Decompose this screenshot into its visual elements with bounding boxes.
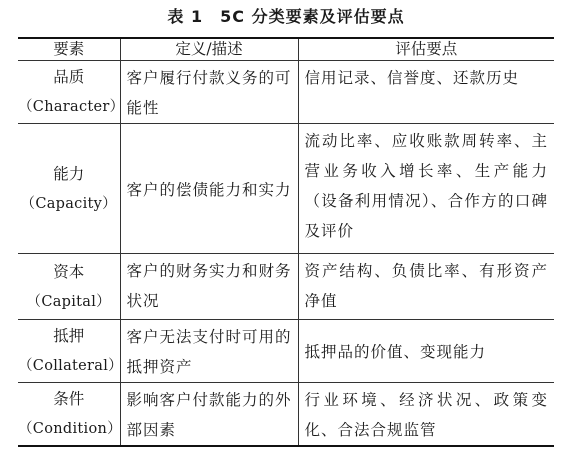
definition-cell: 客户履行付款义务的可能性 [120,61,298,124]
header-factor: 要素 [18,38,120,61]
factor-english-name: （Capital） [26,293,111,310]
evaluation-points-cell: 行业环境、经济状况、政策变化、合法合规监管 [298,383,554,447]
table-row [18,383,554,447]
table-title: 表 1 5C 分类要素及评估要点 [167,7,405,26]
factor-cell [18,383,120,447]
definition-cell: 客户的财务实力和财务状况 [120,254,298,320]
factor-cell [18,61,125,124]
factor-cell [18,254,120,320]
table-row [18,254,554,320]
header-evaluation-points: 评估要点 [298,38,554,61]
header-definition: 定义/描述 [120,38,298,61]
factor-name: 条件 [53,390,85,408]
factor-cell [18,124,120,254]
header-row [18,38,554,61]
table-row [18,124,554,254]
evaluation-points-cell: 抵押品的价值、变现能力 [298,320,554,383]
factor-english-name: （Capacity） [20,195,117,212]
evaluation-points-cell: 流动比率、应收账款周转率、主营业务收入增长率、生产能力（设备利用情况）、合作方的口碑及评价 [298,124,554,254]
evaluation-points-cell: 资产结构、负债比率、有形资产净值 [298,254,554,320]
definition-cell: 影响客户付款能力的外部因素 [120,383,298,447]
factor-name: 能力 [53,164,85,183]
definition-cell: 客户无法支付时可用的抵押资产 [120,320,298,383]
table-row [18,320,554,383]
table-row [18,61,554,124]
factor-name: 资本 [53,262,85,281]
factor-english-name: （Collateral） [18,358,123,374]
factor-cell [18,320,123,383]
factor-name: 抵押 [53,327,85,345]
factor-english-name: （Character） [18,99,125,115]
5c-factors-table [18,37,554,447]
factor-english-name: （Condition） [18,421,122,437]
factor-name: 品质 [53,68,85,86]
evaluation-points-cell: 信用记录、信誉度、还款历史 [298,61,554,124]
definition-cell: 客户的偿债能力和实力 [120,124,298,254]
